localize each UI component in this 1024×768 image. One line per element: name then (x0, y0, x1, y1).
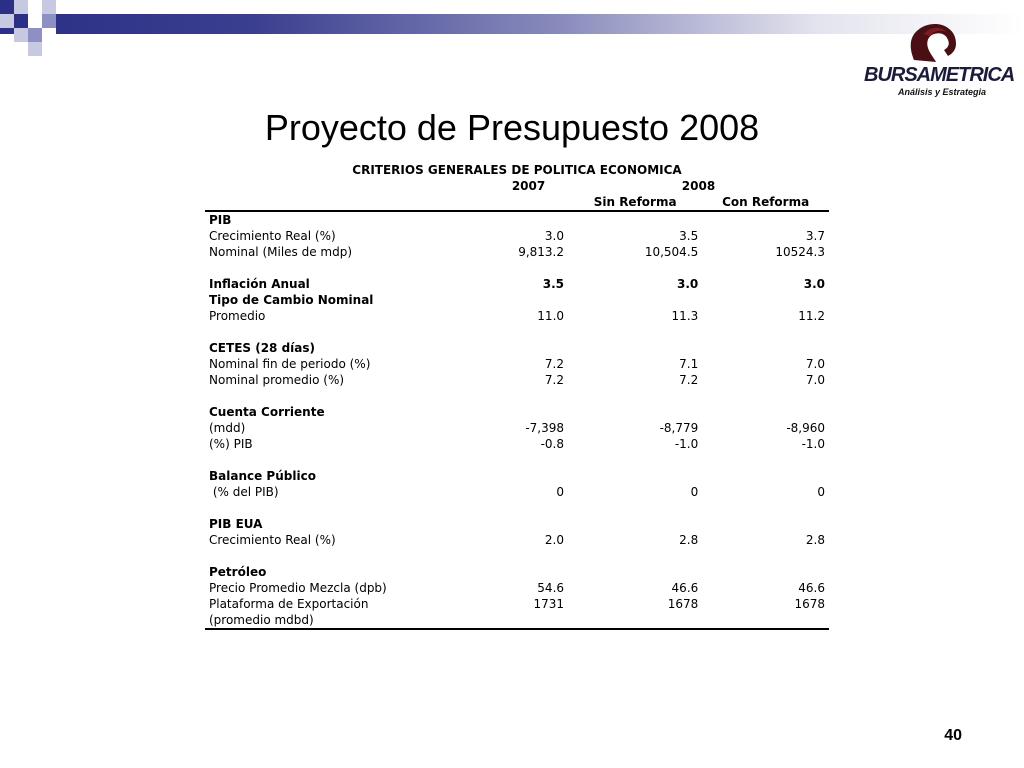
value-con-reforma (702, 340, 829, 356)
header-sin-reforma: Sin Reforma (568, 194, 702, 211)
row-label (205, 500, 489, 516)
row-label: Promedio (209, 309, 266, 323)
value-2007: 54.6 (537, 581, 565, 595)
value-sin-reforma (568, 612, 702, 629)
row-label: CETES (28 días) (209, 341, 315, 355)
row-label: Nominal promedio (%) (209, 373, 345, 387)
row-label: PIB (209, 213, 232, 227)
decor-square (28, 28, 42, 42)
value-2007 (489, 292, 568, 308)
table-row (205, 244, 829, 260)
value-sin-reforma (568, 388, 702, 404)
row-label (205, 324, 489, 340)
value-2007: 0 (556, 485, 565, 499)
table-row (205, 340, 829, 356)
value-2007 (489, 260, 568, 276)
value-sin-reforma: 7.1 (679, 357, 699, 371)
bursametrica-logo (864, 20, 1015, 102)
table-row (205, 211, 829, 228)
value-con-reforma: 7.0 (805, 357, 825, 371)
value-2007 (489, 548, 568, 564)
slide-title: Proyecto de Presupuesto 2008 (264, 107, 760, 148)
value-sin-reforma (568, 211, 702, 228)
value-2007 (489, 211, 568, 228)
table-row (205, 484, 829, 500)
value-con-reforma (702, 292, 829, 308)
value-con-reforma (702, 388, 829, 404)
value-2007: 11.0 (537, 309, 565, 323)
value-sin-reforma (568, 452, 702, 468)
value-sin-reforma: 1678 (667, 597, 699, 611)
table-row (205, 516, 829, 532)
table-row (205, 612, 829, 629)
value-con-reforma (702, 516, 829, 532)
row-label: Balance Público (209, 469, 316, 483)
decor-square (42, 0, 56, 14)
value-con-reforma (702, 548, 829, 564)
value-sin-reforma: -8,779 (659, 421, 699, 435)
value-con-reforma: 46.6 (798, 581, 825, 595)
value-con-reforma (702, 452, 829, 468)
decor-square (14, 28, 28, 42)
value-con-reforma: -1.0 (801, 437, 825, 451)
table-row (205, 404, 829, 420)
decor-square (14, 14, 28, 28)
value-sin-reforma: 46.6 (671, 581, 699, 595)
value-con-reforma: 3.7 (805, 229, 825, 243)
table-row (205, 388, 829, 404)
value-sin-reforma: 2.8 (679, 533, 699, 547)
value-sin-reforma: 10,504.5 (644, 245, 699, 259)
header-year-2008: 2008 (681, 179, 716, 193)
horse-head-icon (864, 20, 1000, 64)
value-con-reforma (702, 324, 829, 340)
row-label: (mdd) (209, 421, 246, 435)
value-sin-reforma: 0 (690, 485, 699, 499)
table-row (205, 420, 829, 436)
table-row (205, 452, 829, 468)
value-sin-reforma: 3.5 (679, 229, 699, 243)
row-label: Crecimiento Real (%) (209, 533, 336, 547)
value-sin-reforma (568, 516, 702, 532)
value-sin-reforma (568, 500, 702, 516)
table-row (205, 324, 829, 340)
logo-tagline: Análisis y Estrategia (897, 87, 986, 97)
value-2007 (489, 388, 568, 404)
value-2007 (489, 612, 568, 629)
value-2007: 7.2 (544, 373, 565, 387)
table-row (205, 260, 829, 276)
value-2007: 1731 (533, 597, 565, 611)
table-row (205, 580, 829, 596)
header-con-reforma: Con Reforma (702, 194, 829, 211)
table-row (205, 532, 829, 548)
value-sin-reforma (568, 292, 702, 308)
table-row (205, 292, 829, 308)
value-sin-reforma: -1.0 (674, 437, 699, 451)
value-2007: -0.8 (540, 437, 565, 451)
value-2007: 3.5 (542, 277, 565, 291)
value-con-reforma (702, 500, 829, 516)
value-2007 (489, 324, 568, 340)
table-row (205, 372, 829, 388)
value-2007: -7,398 (525, 421, 565, 435)
value-2007: 2.0 (544, 533, 565, 547)
row-label (205, 548, 489, 564)
table-row (205, 564, 829, 580)
value-con-reforma (702, 564, 829, 580)
table-row (205, 596, 829, 612)
table-row (205, 468, 829, 484)
decor-square (42, 14, 56, 28)
value-con-reforma (702, 260, 829, 276)
row-label: Precio Promedio Mezcla (dpb) (209, 581, 387, 595)
value-con-reforma: 7.0 (805, 373, 825, 387)
value-2007: 3.0 (544, 229, 565, 243)
decor-square (28, 14, 42, 28)
value-sin-reforma (568, 468, 702, 484)
value-2007: 7.2 (544, 357, 565, 371)
decor-square (42, 28, 56, 42)
row-label: (promedio mdbd) (205, 612, 489, 629)
row-label: PIB EUA (209, 517, 263, 531)
decor-square (0, 0, 14, 14)
table-row (205, 228, 829, 244)
page-number: 40 (944, 727, 962, 744)
value-2007: 9,813.2 (518, 245, 565, 259)
value-sin-reforma: 3.0 (677, 277, 699, 291)
header-year-2007: 2007 (511, 179, 546, 193)
value-sin-reforma (568, 324, 702, 340)
row-label: Nominal (Miles de mdp) (209, 245, 353, 259)
row-label: (% del PIB) (209, 485, 279, 499)
decor-square (28, 42, 42, 56)
row-label: Petróleo (209, 565, 267, 579)
value-con-reforma: 11.2 (798, 309, 825, 323)
table-caption: CRITERIOS GENERALES DE POLITICA ECONOMICA (352, 163, 682, 177)
value-2007 (489, 340, 568, 356)
value-con-reforma (702, 468, 829, 484)
table-row (205, 500, 829, 516)
value-con-reforma: 0 (817, 485, 825, 499)
value-con-reforma: 1678 (794, 597, 825, 611)
value-sin-reforma (568, 260, 702, 276)
value-con-reforma (702, 612, 829, 629)
value-con-reforma (702, 404, 829, 420)
row-label: Crecimiento Real (%) (209, 229, 336, 243)
value-2007 (489, 516, 568, 532)
decor-square (28, 0, 42, 14)
value-con-reforma: -8,960 (786, 421, 825, 435)
table-row (205, 356, 829, 372)
row-label (205, 452, 489, 468)
row-label: Plataforma de Exportación (209, 597, 369, 611)
value-con-reforma: 3.0 (803, 277, 825, 291)
table-row (205, 276, 829, 292)
value-2007 (489, 564, 568, 580)
value-sin-reforma (568, 564, 702, 580)
value-con-reforma: 2.8 (805, 533, 825, 547)
value-sin-reforma (568, 548, 702, 564)
table-row (205, 548, 829, 564)
decor-square (0, 14, 14, 28)
row-label: Tipo de Cambio Nominal (209, 293, 374, 307)
value-sin-reforma: 11.3 (671, 309, 699, 323)
row-label (205, 260, 489, 276)
value-sin-reforma: 7.2 (679, 373, 699, 387)
decor-square (14, 0, 28, 14)
row-label: Inflación Anual (209, 277, 310, 291)
value-2007 (489, 500, 568, 516)
row-label: (%) PIB (209, 437, 253, 451)
value-con-reforma (702, 211, 829, 228)
value-2007 (489, 468, 568, 484)
economic-criteria-table (205, 162, 829, 630)
value-sin-reforma (568, 404, 702, 420)
value-sin-reforma (568, 340, 702, 356)
row-label (205, 388, 489, 404)
value-2007 (489, 452, 568, 468)
table-row (205, 436, 829, 452)
value-2007 (489, 404, 568, 420)
value-con-reforma: 10524.3 (775, 245, 825, 259)
logo-brand-text: BURSAMETRICA (864, 64, 1015, 86)
row-label: Nominal fin de periodo (%) (209, 357, 371, 371)
row-label: Cuenta Corriente (209, 405, 325, 419)
table-row (205, 308, 829, 324)
